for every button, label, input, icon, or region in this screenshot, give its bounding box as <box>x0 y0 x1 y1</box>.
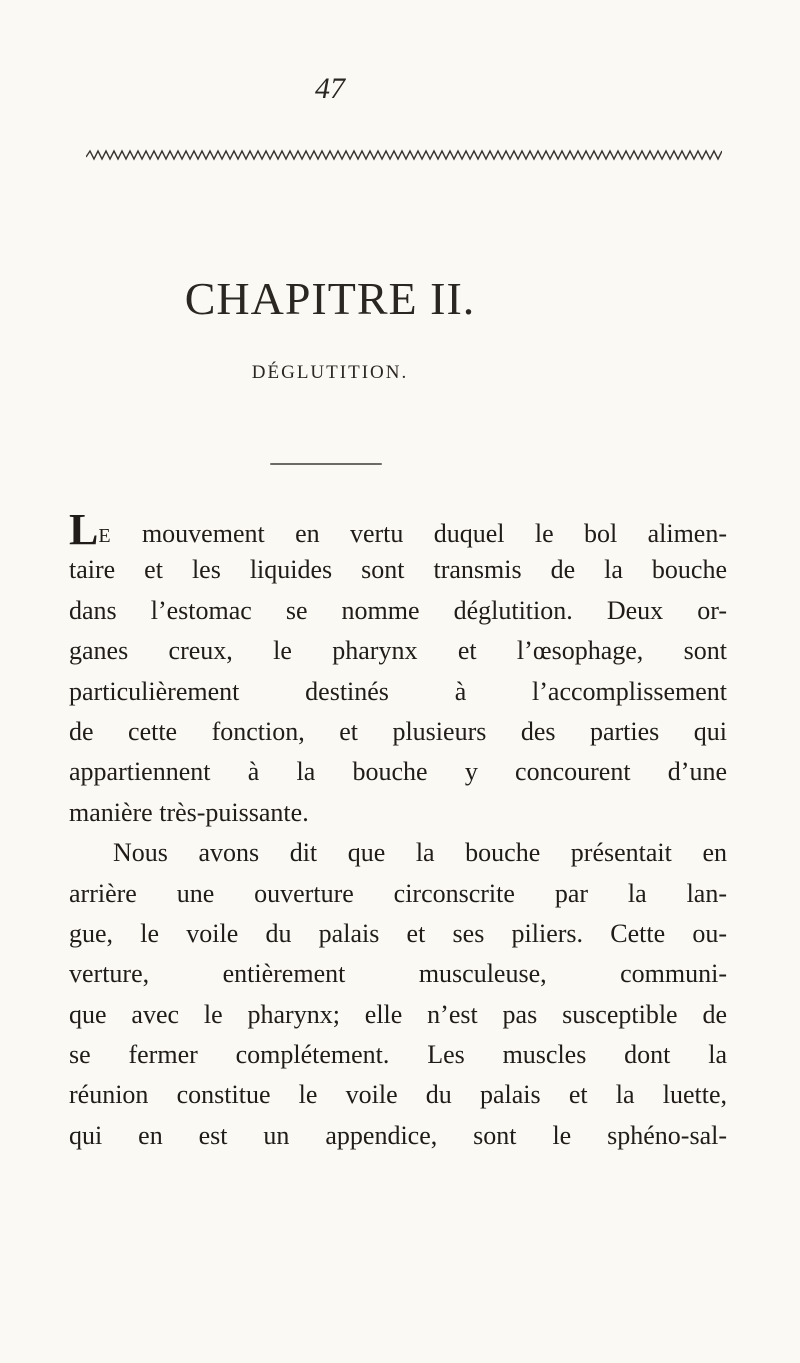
section-title: DÉGLUTITION. <box>251 362 409 383</box>
text-line: se fermer complétement. Les muscles dont la <box>69 1040 727 1070</box>
text-line: que avec le pharynx; elle n’est pas susceptible de <box>69 999 727 1029</box>
text-line: particulièrement destinés à l’accomplissement <box>69 676 727 706</box>
body-text <box>69 510 727 1156</box>
text-line: appartiennent à la bouche y concourent d’une <box>69 757 727 787</box>
text-line: manière très-puissante. <box>69 797 309 827</box>
text-line: ganes creux, le pharynx et l’œsophage, sont <box>69 636 727 666</box>
text-line: de cette fonction, et plusieurs des parties qui <box>69 716 727 746</box>
drop-cap: L <box>69 510 99 551</box>
text-line <box>69 510 727 550</box>
divider-rule <box>270 463 382 465</box>
page-number: 47 <box>315 72 345 105</box>
text-line: dans l’estomac se nomme déglutition. Deux or- <box>69 595 727 625</box>
text-line: verture, entièrement musculeuse, communi- <box>69 959 727 989</box>
text-line: gue, le voile du palais et ses piliers. Cette ou- <box>69 918 727 948</box>
text-line: taire et les liquides sont transmis de la bouche <box>69 555 727 585</box>
text-line: réunion constitue le voile du palais et la luette, <box>69 1080 727 1110</box>
text-line: Nous avons dit que la bouche présentait en <box>113 838 727 868</box>
text-line: arrière une ouverture circonscrite par la lan- <box>69 878 727 908</box>
small-caps: E <box>98 525 112 547</box>
chapter-title: CHAPITRE II. <box>184 273 476 324</box>
line-text: mouvement en vertu duquel le bol alimen- <box>141 519 727 548</box>
ornamental-rule <box>86 148 722 162</box>
text-line: qui en est un appendice, sont le sphéno-sal- <box>69 1120 727 1150</box>
